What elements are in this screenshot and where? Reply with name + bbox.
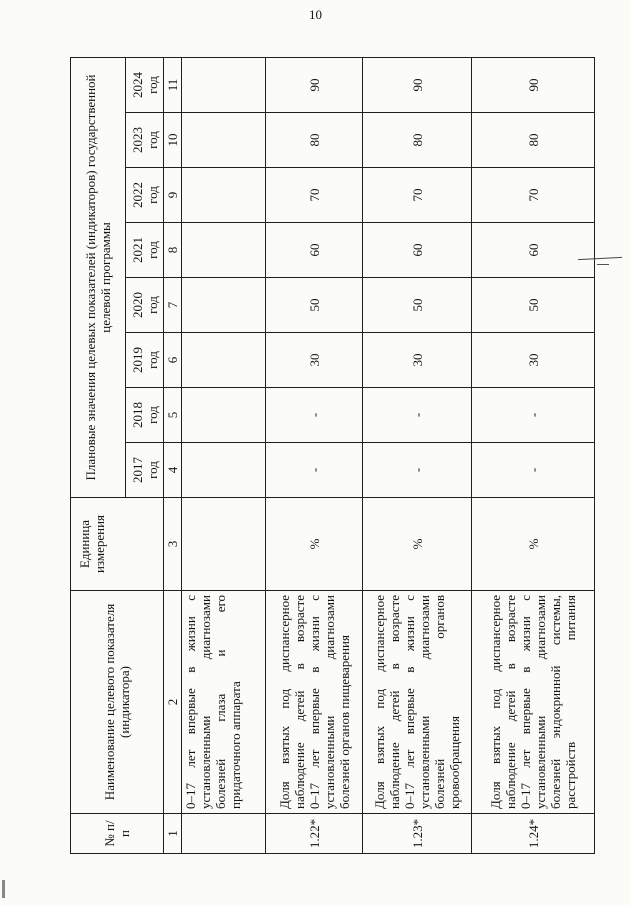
value-cell: 80 bbox=[363, 113, 472, 168]
table-row bbox=[182, 57, 266, 853]
value-cell: 60 bbox=[472, 223, 595, 278]
value-cell: 60 bbox=[363, 223, 472, 278]
column-number: 10 bbox=[164, 113, 182, 168]
row-number: 1.24* bbox=[472, 814, 595, 854]
value-cell: 90 bbox=[363, 57, 472, 112]
row-number bbox=[182, 814, 266, 854]
header-year: 2018 год bbox=[126, 388, 164, 443]
header-year: 2017 год bbox=[126, 443, 164, 498]
value-cell bbox=[182, 57, 266, 112]
value-cell: 70 bbox=[472, 168, 595, 223]
unit-cell: % bbox=[363, 498, 472, 591]
value-cell: - bbox=[472, 443, 595, 498]
column-number: 1 bbox=[164, 814, 182, 854]
pen-mark bbox=[597, 264, 609, 265]
value-cell: - bbox=[472, 388, 595, 443]
value-cell: 80 bbox=[266, 113, 363, 168]
column-number: 3 bbox=[164, 498, 182, 591]
column-number: 4 bbox=[164, 443, 182, 498]
value-cell: 70 bbox=[266, 168, 363, 223]
header-name: Наименование целевого показателя (индикатора) bbox=[71, 591, 164, 814]
header-unit: Единица измерения bbox=[71, 498, 164, 591]
value-cell bbox=[182, 113, 266, 168]
indicator-name-line: расстройств питания bbox=[563, 595, 578, 809]
indicator-name-line: болезней органов пищеварения bbox=[336, 635, 352, 809]
value-cell: 60 bbox=[266, 223, 363, 278]
column-number: 7 bbox=[164, 278, 182, 333]
header-year: 2020 год bbox=[126, 278, 164, 333]
indicator-name-line: Доля взятых под диспансерное bbox=[372, 595, 387, 809]
value-cell: 80 bbox=[472, 113, 595, 168]
column-number: 2 bbox=[164, 591, 182, 814]
value-cell: - bbox=[266, 388, 363, 443]
indicator-name-line: установленными диагнозами bbox=[198, 595, 213, 809]
column-number: 5 bbox=[164, 388, 182, 443]
indicator-name-line: болезней органов bbox=[432, 595, 447, 809]
column-number: 6 bbox=[164, 333, 182, 388]
value-cell: 70 bbox=[363, 168, 472, 223]
header-year: 2024 год bbox=[126, 57, 164, 112]
page-number: 10 bbox=[309, 7, 322, 22]
value-cell: - bbox=[363, 388, 472, 443]
column-number: 8 bbox=[164, 223, 182, 278]
indicator-name-line: Доля взятых под диспансерное bbox=[276, 595, 292, 809]
indicator-name bbox=[182, 591, 266, 814]
unit-cell: % bbox=[472, 498, 595, 591]
value-cell bbox=[182, 168, 266, 223]
table-row bbox=[266, 57, 363, 853]
value-cell: 30 bbox=[266, 333, 363, 388]
indicators-table bbox=[70, 57, 595, 854]
value-cell: 50 bbox=[266, 278, 363, 333]
indicator-name-line: болезней эндокринной системы, bbox=[548, 595, 563, 809]
indicator-name-line: придаточного аппарата bbox=[228, 681, 243, 809]
indicator-name-line: установленными диагнозами bbox=[417, 595, 432, 809]
value-cell: 90 bbox=[266, 57, 363, 112]
header-num: № п/п bbox=[71, 814, 164, 854]
indicator-name-line: наблюдение детей в возрасте bbox=[503, 595, 518, 809]
row-number: 1.23* bbox=[363, 814, 472, 854]
header-year: 2022 год bbox=[126, 168, 164, 223]
unit-cell bbox=[182, 498, 266, 591]
indicator-name-line: кровообращения bbox=[447, 716, 462, 809]
indicator-name-line: 0–17 лет впервые в жизни с bbox=[183, 595, 198, 809]
value-cell bbox=[182, 388, 266, 443]
value-cell bbox=[182, 223, 266, 278]
indicator-name bbox=[266, 591, 363, 814]
indicator-name-line: установленными диагнозами bbox=[533, 595, 548, 809]
scan-edge-mark bbox=[2, 880, 5, 898]
value-cell: 30 bbox=[472, 333, 595, 388]
table-row bbox=[472, 57, 595, 853]
header-year: 2023 год bbox=[126, 113, 164, 168]
value-cell: 50 bbox=[363, 278, 472, 333]
indicator-name-line: 0–17 лет впервые в жизни с bbox=[518, 595, 533, 809]
indicator-name bbox=[472, 591, 595, 814]
rotated-table-container bbox=[70, 58, 578, 854]
row-number: 1.22* bbox=[266, 814, 363, 854]
header-year: 2019 год bbox=[126, 333, 164, 388]
value-cell: 90 bbox=[472, 57, 595, 112]
indicator-name-line: Доля взятых под диспансерное bbox=[488, 595, 503, 809]
header-year: 2021 год bbox=[126, 223, 164, 278]
value-cell: 30 bbox=[363, 333, 472, 388]
indicator-name-line: болезней глаза и его bbox=[213, 595, 228, 809]
indicator-name bbox=[363, 591, 472, 814]
value-cell bbox=[182, 333, 266, 388]
column-number: 11 bbox=[164, 57, 182, 112]
value-cell: 50 bbox=[472, 278, 595, 333]
header-planned-values: Плановые значения целевых показателей (индикаторов) государственной целевой программы bbox=[71, 57, 126, 497]
column-numbers-row bbox=[164, 57, 182, 853]
indicator-name-line: наблюдение детей в возрасте bbox=[291, 595, 307, 809]
indicator-name-line: 0–17 лет впервые в жизни с bbox=[306, 595, 322, 809]
header-row-1 bbox=[71, 57, 126, 853]
indicator-name-line: 0–17 лет впервые в жизни с bbox=[402, 595, 417, 809]
value-cell bbox=[182, 443, 266, 498]
value-cell bbox=[182, 278, 266, 333]
indicator-name-line: наблюдение детей в возрасте bbox=[387, 595, 402, 809]
value-cell: - bbox=[266, 443, 363, 498]
value-cell: - bbox=[363, 443, 472, 498]
unit-cell: % bbox=[266, 498, 363, 591]
table-row bbox=[363, 57, 472, 853]
indicator-name-line: установленными диагнозами bbox=[321, 595, 337, 809]
column-number: 9 bbox=[164, 168, 182, 223]
